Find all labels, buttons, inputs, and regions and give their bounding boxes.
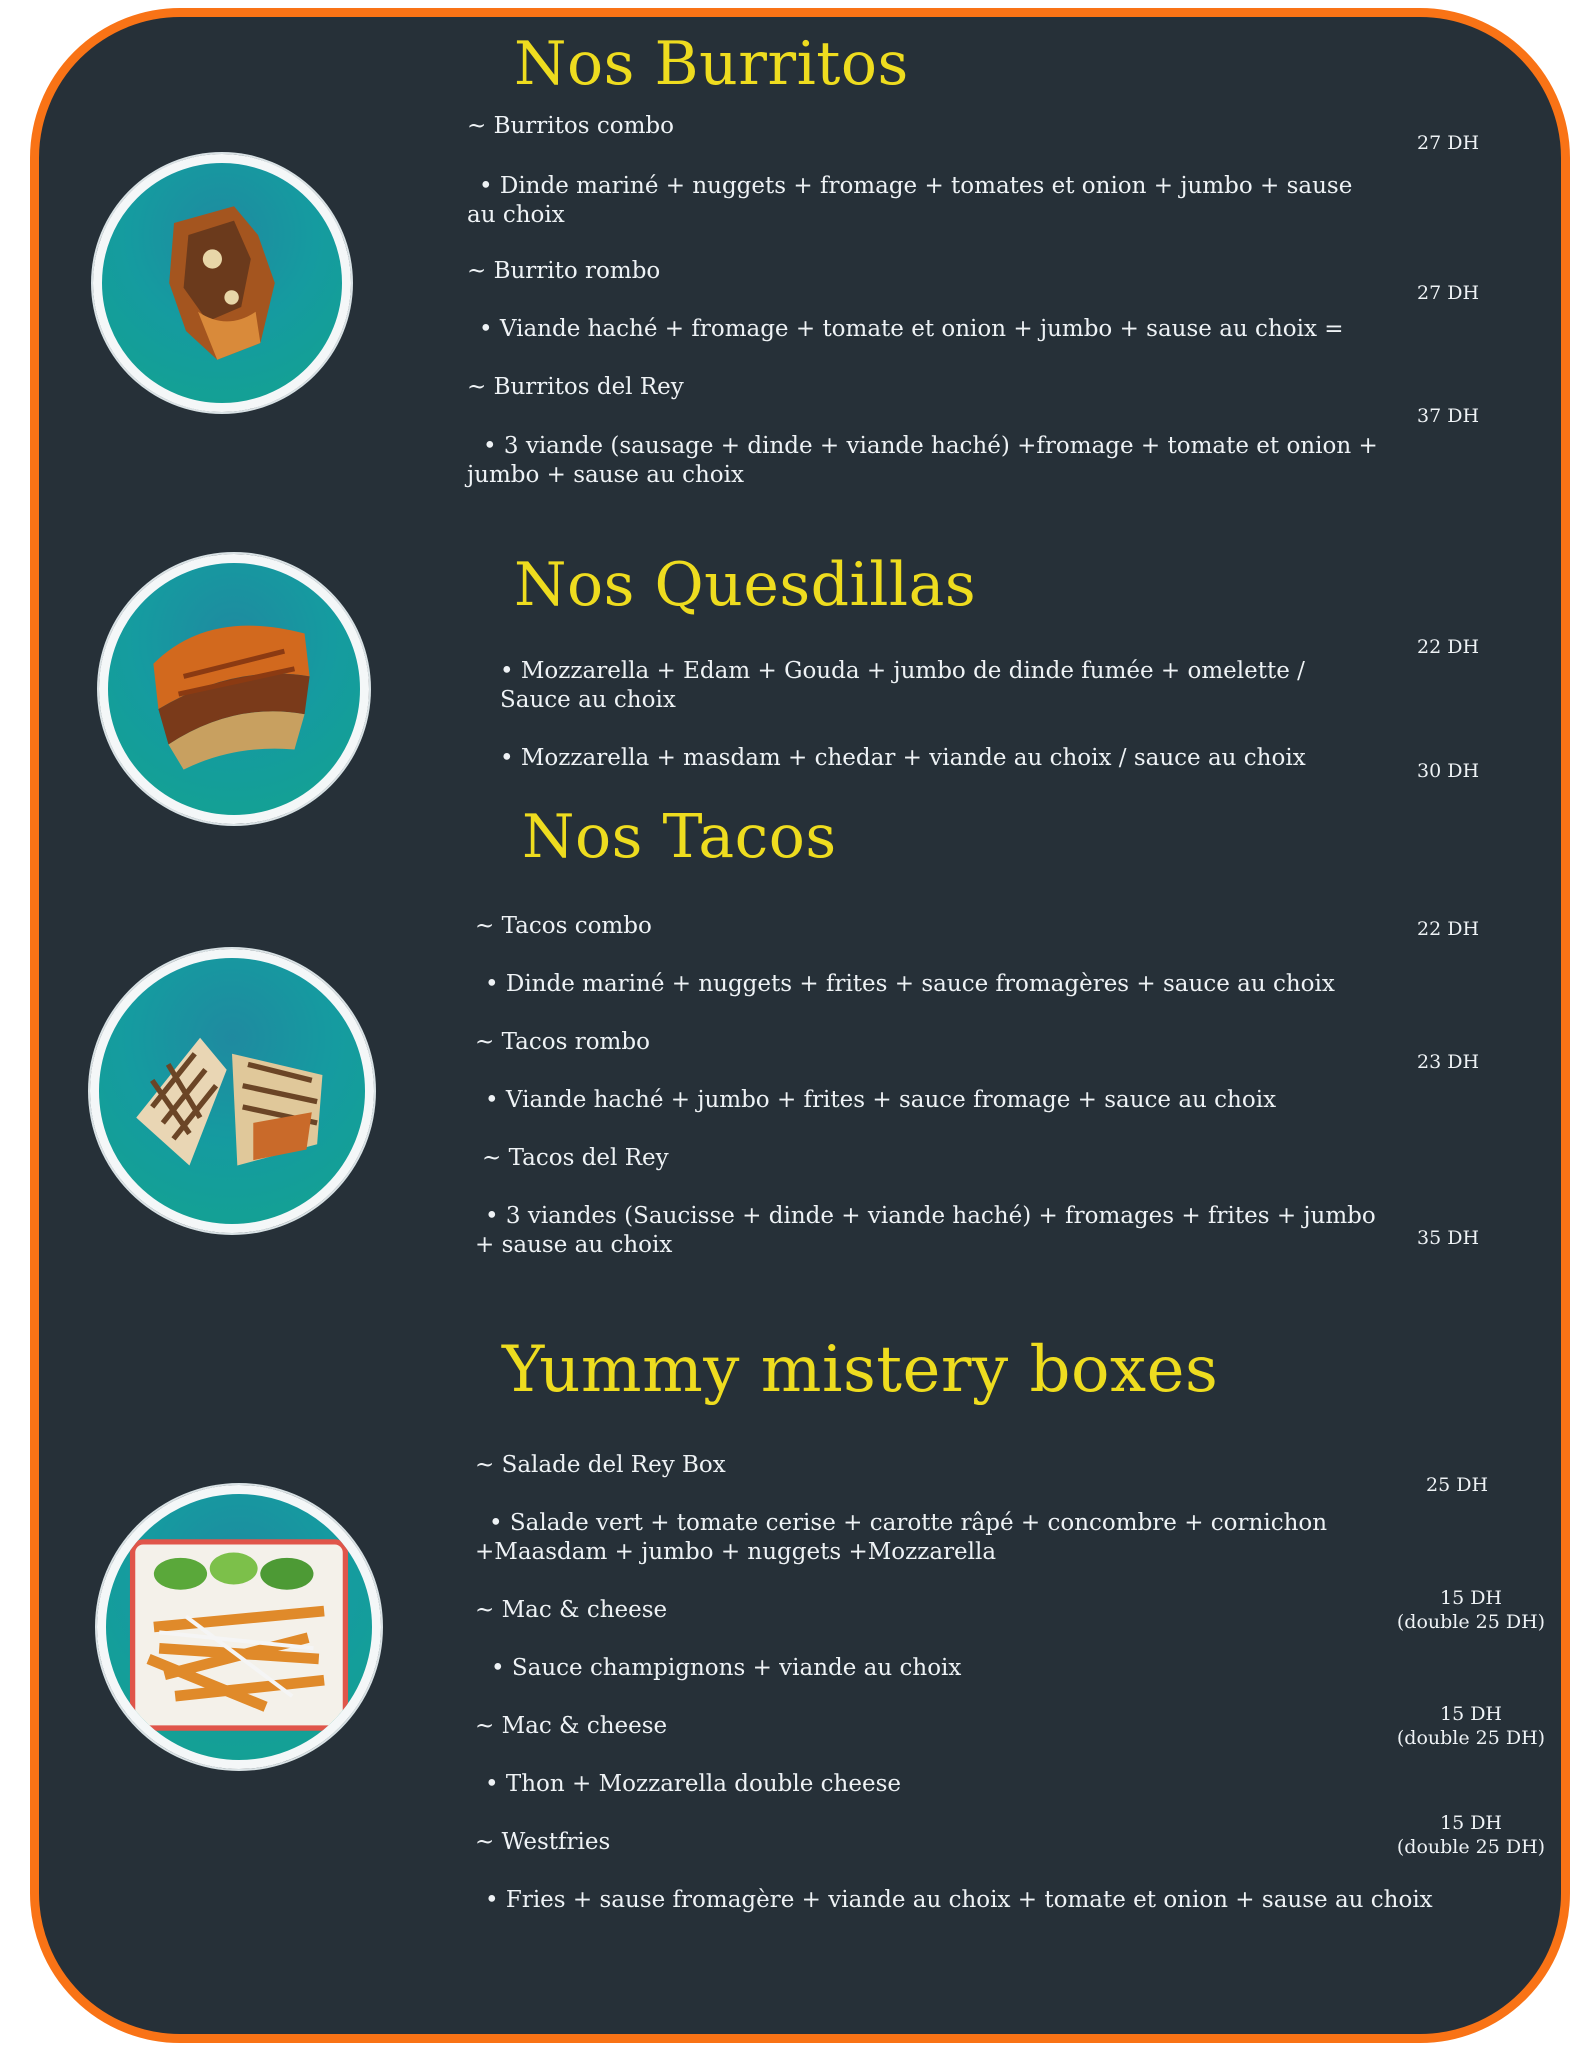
item-description: • Dinde mariné + nuggets + frites + sauce fromagères + sauce au choix <box>485 971 1335 997</box>
menu-card <box>30 8 1570 2043</box>
price-single: 15 DH <box>1439 1703 1503 1725</box>
item-name: ~ Burrito rombo <box>467 258 661 284</box>
item-price <box>1391 1811 1551 1859</box>
item-name: ~ Tacos rombo <box>475 1029 650 1055</box>
section-title-burritos: Nos Burritos <box>514 29 909 99</box>
item-name: ~ Westfries <box>475 1829 611 1855</box>
item-description: • 3 viandes (Saucisse + dinde + viande haché) + fromages + frites + jumbo + sause au choix <box>475 1203 1376 1258</box>
price-double: (double 25 DH) <box>1396 1836 1546 1858</box>
item-price: 23 DH <box>1417 1051 1480 1073</box>
item-name: ~ Tacos del Rey <box>482 1145 669 1171</box>
item-description: • 3 viande (sausage + dinde + viande haché) +fromage + tomate et onion + jumbo + sause au choix <box>467 433 1378 488</box>
item-description: • Thon + Mozzarella double cheese <box>485 1771 901 1797</box>
item-price <box>1391 1702 1551 1750</box>
price-double: (double 25 DH) <box>1396 1611 1546 1633</box>
item-description: • Fries + sause fromagère + viande au choix + tomate et onion + sause au choix <box>485 1887 1433 1913</box>
item-name: ~ Burritos del Rey <box>467 374 684 400</box>
item-description: • Viande haché + jumbo + frites + sauce fromage + sauce au choix <box>485 1087 1277 1113</box>
quesadilla-photo <box>99 554 369 824</box>
item-description: • Viande haché + fromage + tomate et onion + jumbo + sause au choix = <box>479 316 1344 342</box>
item-description: • Mozzarella + masdam + chedar + viande au choix / sauce au choix <box>500 745 1306 771</box>
mystery-box-photo <box>97 1485 381 1769</box>
item-description: • Sauce champignons + viande au choix <box>491 1655 962 1681</box>
item-description: • Mozzarella + Edam + Gouda + jumbo de dinde fumée + omelette / Sauce au choix <box>500 658 1305 713</box>
item-name: ~ Tacos combo <box>475 913 652 939</box>
item-price: 27 DH <box>1417 132 1480 154</box>
price-single: 15 DH <box>1439 1587 1503 1609</box>
item-name: ~ Mac & cheese <box>475 1597 668 1623</box>
item-name: ~ Burritos combo <box>467 113 674 139</box>
item-price <box>1391 1586 1551 1634</box>
price-double: (double 25 DH) <box>1396 1727 1546 1749</box>
price-single: 15 DH <box>1439 1812 1503 1834</box>
section-title-tacos: Nos Tacos <box>522 802 837 872</box>
section-title-boxes: Yummy mistery boxes <box>502 1333 1219 1407</box>
item-description: • Salade vert + tomate cerise + carotte râpé + concombre + cornichon +Maasdam + jumbo + nuggets +Mozzarella <box>475 1510 1328 1565</box>
tacos-photo <box>90 949 374 1233</box>
item-description: • Dinde mariné + nuggets + fromage + tomates et onion + jumbo + sause au choix <box>467 173 1353 228</box>
item-price: 22 DH <box>1417 636 1480 658</box>
item-price: 37 DH <box>1417 405 1480 427</box>
item-name: ~ Salade del Rey Box <box>475 1452 726 1478</box>
item-price: 22 DH <box>1417 918 1480 940</box>
item-name: ~ Mac & cheese <box>475 1713 668 1739</box>
burrito-photo <box>93 154 351 412</box>
item-price: 30 DH <box>1417 760 1480 782</box>
item-price: 27 DH <box>1417 282 1480 304</box>
item-price: 35 DH <box>1417 1227 1480 1249</box>
item-price: 25 DH <box>1426 1474 1489 1496</box>
section-title-quesadillas: Nos Quesdillas <box>514 550 977 620</box>
